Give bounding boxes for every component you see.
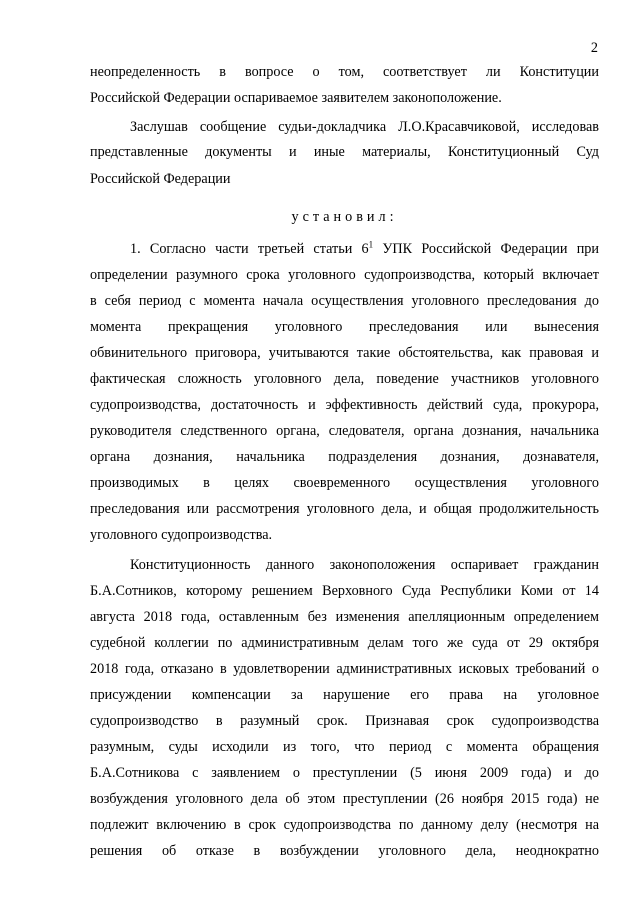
paragraph-2-line: возбуждения уголовного дела об этом преступлении (26 ноября 2015 года) не [90,791,599,807]
paragraph-2-line: августа 2018 года, оставленным без изменения апелляционным определением [90,609,599,625]
paragraph-2-line: судебной коллегии по административным делам того же суда от 29 октября [90,635,599,651]
paragraph-2-line: подлежит включению в срок судопроизводства по данному делу (несмотря на [90,817,599,833]
page-number: 2 [590,40,598,56]
article-superscript: 1 [368,240,374,250]
paragraph-1-line: судопроизводства, достаточность и эффективность действий суда, прокурора, [90,397,599,413]
paragraph-1-line: определении разумного срока уголовного судопроизводства, который включает [90,267,599,283]
paragraph-1-text: УПК Российской Федерации при [373,241,599,257]
paragraph-1-first-line [130,240,599,258]
paragraph-1-line: руководителя следственного органа, следователя, органа дознания, начальника [90,423,599,439]
paragraph-1-line: уголовного судопроизводства. [90,527,273,543]
hearing-line: представленные документы и иные материалы, Конституционный Суд [90,144,599,160]
paragraph-1-line: фактическая сложность уголовного дела, поведение участников уголовного [90,371,599,387]
paragraph-2-line: Б.А.Сотников, которому решением Верховного Суда Республики Коми от 14 [90,583,599,599]
paragraph-1-line: момента прекращения уголовного преследования или вынесения [90,319,599,335]
paragraph-1-text: 1. Согласно части третьей статьи 6 [130,241,369,257]
intro-line: Российской Федерации оспариваемое заявителем законоположение. [90,90,502,106]
paragraph-2-line: судопроизводство в разумный срок. Признавая срок судопроизводства [90,713,599,729]
paragraph-1-line: обвинительного приговора, учитываются такие обстоятельства, как правовая и [90,345,599,361]
paragraph-2-line: 2018 года, отказано в удовлетворении административных исковых требований о [90,661,599,677]
paragraph-2-line: разумным, суды исходили из того, что период с момента обращения [90,739,599,755]
paragraph-2-first-line: Конституционность данного законоположения оспаривает гражданин [130,557,599,573]
paragraph-1-line: производимых в целях своевременного осуществления уголовного [90,475,599,491]
paragraph-1-line: преследования или рассмотрения уголовного дела, и общая продолжительность [90,501,599,517]
paragraph-2-line: решения об отказе в возбуждении уголовного дела, неоднократно [90,843,599,859]
paragraph-1-line: органа дознания, начальника подразделения дознания, дознавателя, [90,449,599,465]
paragraph-2-line: присуждении компенсации за нарушение его права на уголовное [90,687,599,703]
paragraph-1-line: в себя период с момента начала осуществления уголовного преследования до [90,293,599,309]
hearing-line: Российской Федерации [90,171,231,187]
intro-line: неопределенность в вопросе о том, соответствует ли Конституции [90,64,599,80]
section-heading: установил: [291,209,398,225]
paragraph-2-line: Б.А.Сотникова с заявлением о преступлении (5 июня 2009 года) и до [90,765,599,781]
hearing-line: Заслушав сообщение судьи-докладчика Л.О.Красавчиковой, исследовав [130,119,599,135]
